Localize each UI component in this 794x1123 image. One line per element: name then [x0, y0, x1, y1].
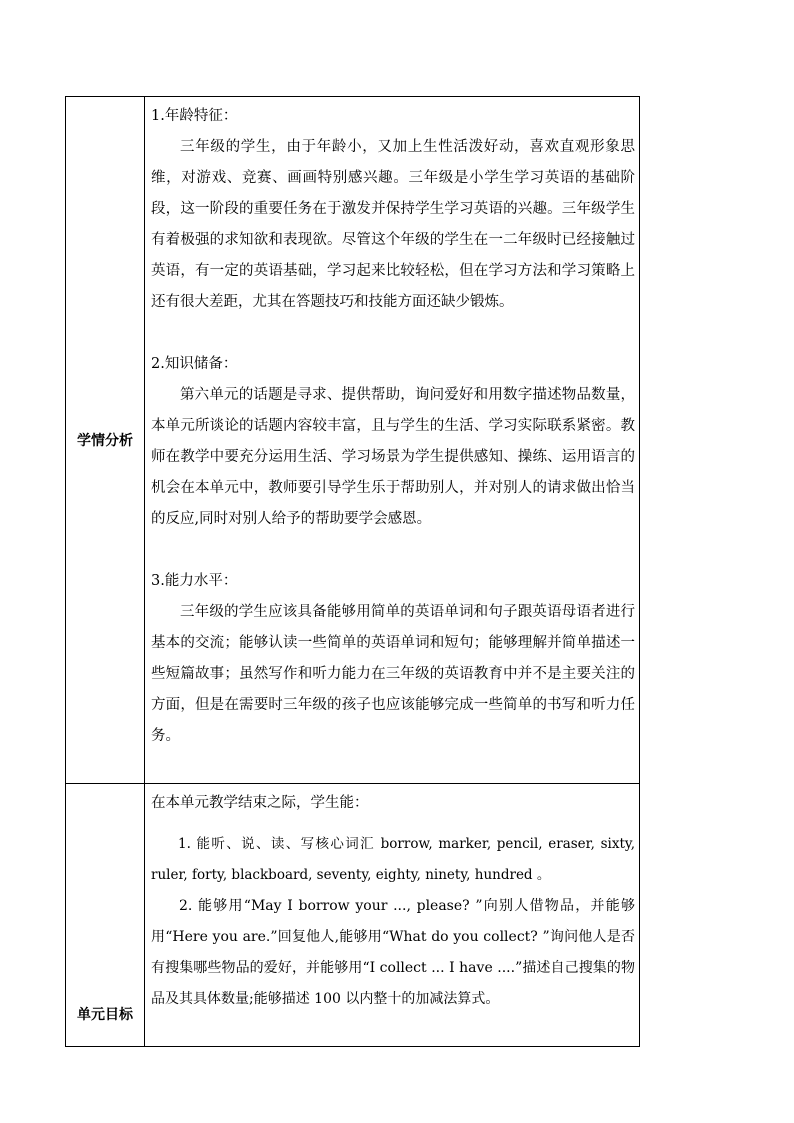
- section-text-knowledge: 第六单元的话题是寻求、提供帮助，询问爱好和用数字描述物品数量，本单元所谈论的话题内容较丰富，且与学生的生活、学习实际联系紧密。教师在教学中要充分运用生活、学习场景为学生提供感知、操练、运用语言的机会在本单元中，教师要引导学生乐于帮助别人，并对别人的请求做出恰当的反应,同时对别人给予的帮助要学会感恩。: [151, 387, 635, 527]
- learner-analysis-row: [66, 97, 640, 784]
- unit-goal-item: 1. 能听、说、读、写核心词汇 borrow, marker, pencil, eraser, sixty, ruler, forty, blackboard, seventy, eighty, ninety, hundred 。: [151, 836, 635, 883]
- section-heading-ability: 3.能力水平：: [151, 573, 238, 589]
- learner-analysis-label: 学情分析: [66, 97, 145, 784]
- unit-goals-label: 单元目标: [66, 784, 145, 1047]
- section-heading-knowledge: 2.知识储备：: [151, 356, 238, 372]
- lesson-plan-table: [65, 96, 640, 1047]
- section-text-age: 三年级的学生，由于年龄小，又加上生性活泼好动，喜欢直观形象思维，对游戏、竞赛、画画特别感兴趣。三年级是小学生学习英语的基础阶段，这一阶段的重要任务在于激发并保持学生学习英语的兴趣。三年级学生有着极强的求知欲和表现欲。尽管这个年级的学生在一二年级时已经接触过英语，有一定的英语基础，学习起来比较轻松，但在学习方法和学习策略上还有很大差距，尤其在答题技巧和技能方面还缺少锻炼。: [151, 139, 635, 310]
- unit-goals-content: [145, 784, 640, 1047]
- unit-goals-row: [66, 784, 640, 1047]
- learner-analysis-content: [145, 97, 640, 784]
- unit-goals-intro: 在本单元教学结束之际，学生能：: [151, 795, 369, 811]
- section-heading-age: 1.年龄特征：: [151, 108, 238, 124]
- spacer: [151, 318, 635, 349]
- spacer: [151, 535, 635, 566]
- unit-goal-item: 2. 能够用“May I borrow your ..., please? ”向别人借物品，并能够用“Here you are.”回复他人,能够用“What do you collect? ”询问他人是否有搜集哪些物品的爱好，并能够用“I collect ... I have ....”描述自己搜集的物品及其具体数量;能够描述 100 以内整十的加减法算式。: [151, 898, 635, 1007]
- section-text-ability: 三年级的学生应该具备能够用简单的英语单词和句子跟英语母语者进行基本的交流；能够认读一些简单的英语单词和短句；能够理解并简单描述一些短篇故事；虽然写作和听力能力在三年级的英语教育中并不是主要关注的方面，但是在需要时三年级的孩子也应该能够完成一些简单的书写和听力任务。: [151, 604, 635, 744]
